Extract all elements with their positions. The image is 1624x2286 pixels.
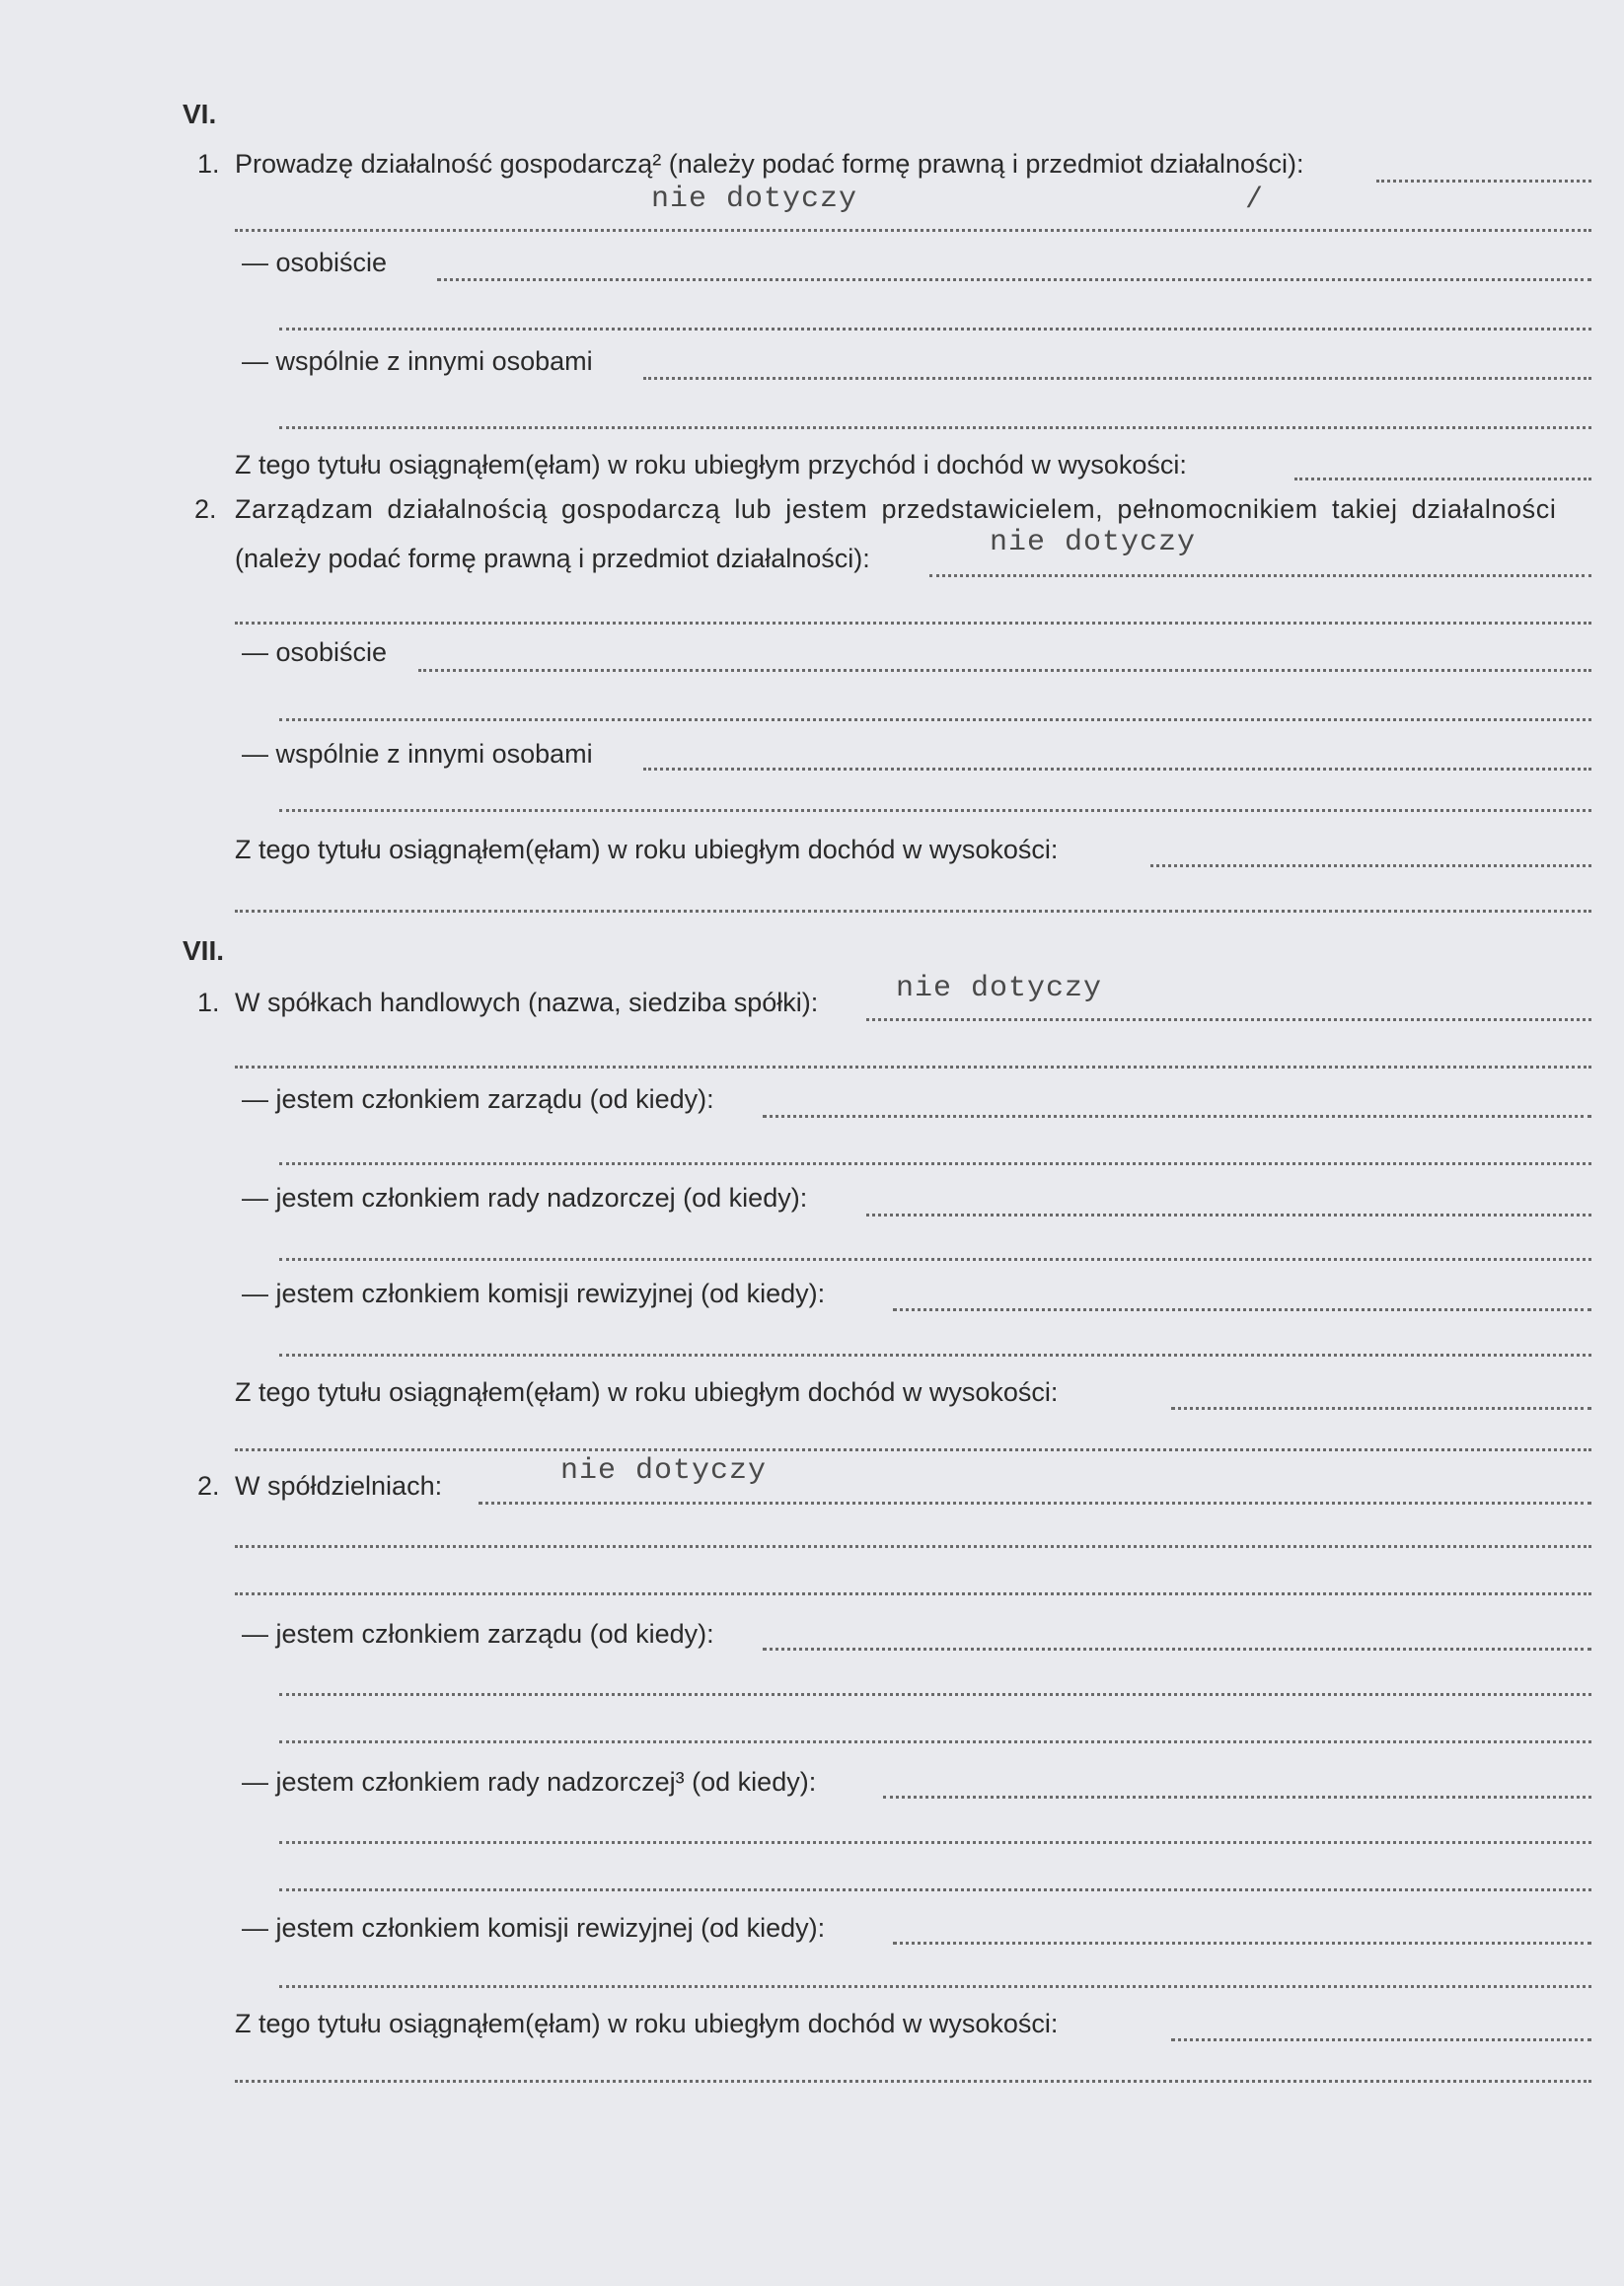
vii-1-number: 1. (197, 988, 220, 1017)
vi-2-personally-line (418, 669, 1591, 672)
vii-2-supervisory-line-2 (279, 1841, 1591, 1844)
vii-2-answer-line (235, 1545, 1591, 1548)
vi-1-jointly-line (643, 377, 1591, 380)
section-vii-heading: VII. (183, 935, 225, 966)
vii-1-answer: nie dotyczy (896, 972, 1103, 1005)
vi-2-answer-line (235, 622, 1591, 625)
vii-2-supervisory-line-3 (279, 1888, 1591, 1891)
vii-1-audit-line (893, 1308, 1591, 1311)
vii-1-dotted-line (866, 1018, 1591, 1021)
vii-2-board-line-3 (279, 1740, 1591, 1743)
vii-1-income: Z tego tytułu osiągnąłem(ęłam) w roku ubiegłym dochód w wysokości: (235, 1377, 1059, 1407)
vi-1-personally: — osobiście (242, 248, 388, 277)
vi-1-mark: / (1245, 184, 1265, 217)
vi-2-answer: nie dotyczy (990, 526, 1197, 559)
vi-1-personally-line (437, 278, 1591, 281)
vii-1-board: — jestem członkiem zarządu (od kiedy): (242, 1084, 714, 1114)
vii-1-board-line (763, 1115, 1591, 1118)
vii-1-supervisory-line-2 (279, 1258, 1591, 1261)
vii-2-supervisory: — jestem członkiem rady nadzorczej³ (od kiedy): (242, 1767, 817, 1797)
vii-1-audit-line-2 (279, 1354, 1591, 1357)
vii-1-board-line-2 (279, 1162, 1591, 1165)
vii-1-answer-line (235, 1066, 1591, 1069)
vii-2-income-line-2 (235, 2080, 1591, 2083)
vii-2-income: Z tego tytułu osiągnąłem(ęłam) w roku ubiegłym dochód w wysokości: (235, 2009, 1059, 2038)
vi-2-income: Z tego tytułu osiągnąłem(ęłam) w roku ubiegłym dochód w wysokości: (235, 835, 1059, 864)
vii-2-answer: nie dotyczy (560, 1454, 768, 1488)
vii-2-income-line (1171, 2038, 1591, 2041)
vi-2-text-line1: Zarządzam działalnością gospodarczą lub jestem przedstawicielem, pełnomocnikiem takiej działalności (235, 494, 1557, 524)
vii-2-board-line-2 (279, 1693, 1591, 1696)
vi-2-dotted-line (929, 574, 1591, 577)
vii-1-text: W spółkach handlowych (nazwa, siedziba spółki): (235, 988, 819, 1017)
vi-1-number: 1. (197, 149, 220, 179)
vi-1-income-line (1294, 478, 1591, 480)
vi-2-income-line (1150, 864, 1591, 867)
vi-1-jointly: — wspólnie z innymi osobami (242, 346, 593, 376)
vi-2-number: 2. (194, 494, 217, 524)
vi-1-text: Prowadzę działalność gospodarczą² (należy podać formę prawną i przedmiot działalności): (235, 149, 1304, 179)
vii-1-supervisory: — jestem członkiem rady nadzorczej (od kiedy): (242, 1183, 808, 1213)
vi-2-text-line2: (należy podać formę prawną i przedmiot działalności): (235, 544, 870, 573)
vii-1-supervisory-line (866, 1214, 1591, 1217)
vi-2-jointly: — wspólnie z innymi osobami (242, 739, 593, 769)
vii-2-board-line (763, 1648, 1591, 1651)
section-vi-heading: VI. (183, 99, 217, 129)
vii-2-audit-line (893, 1942, 1591, 1945)
vii-2-board: — jestem członkiem zarządu (od kiedy): (242, 1619, 714, 1649)
vi-2-jointly-line-2 (279, 809, 1591, 812)
vii-2-number: 2. (197, 1471, 220, 1501)
vii-2-dotted-line (479, 1502, 1591, 1505)
vi-2-jointly-line (643, 768, 1591, 771)
vi-1-answer: nie dotyczy (651, 183, 858, 216)
vi-1-dotted-line (1376, 180, 1591, 183)
vi-2-personally-line-2 (279, 718, 1591, 721)
vi-1-income: Z tego tytułu osiągnąłem(ęłam) w roku ubiegłym przychód i dochód w wysokości: (235, 450, 1187, 479)
vi-1-jointly-line-2 (279, 426, 1591, 429)
vi-1-answer-line (235, 229, 1591, 232)
vi-2-income-line-2 (235, 910, 1591, 913)
vii-1-income-line-2 (235, 1448, 1591, 1451)
vii-2-audit-line-2 (279, 1985, 1591, 1988)
vii-2-answer-line-2 (235, 1592, 1591, 1595)
vii-1-audit: — jestem członkiem komisji rewizyjnej (od kiedy): (242, 1279, 826, 1308)
vii-1-income-line (1171, 1407, 1591, 1410)
vii-2-supervisory-line (883, 1796, 1591, 1799)
vi-1-personally-line-2 (279, 328, 1591, 331)
vi-2-personally: — osobiście (242, 637, 388, 667)
vii-2-audit: — jestem członkiem komisji rewizyjnej (od kiedy): (242, 1913, 826, 1943)
vii-2-text: W spółdzielniach: (235, 1471, 443, 1501)
